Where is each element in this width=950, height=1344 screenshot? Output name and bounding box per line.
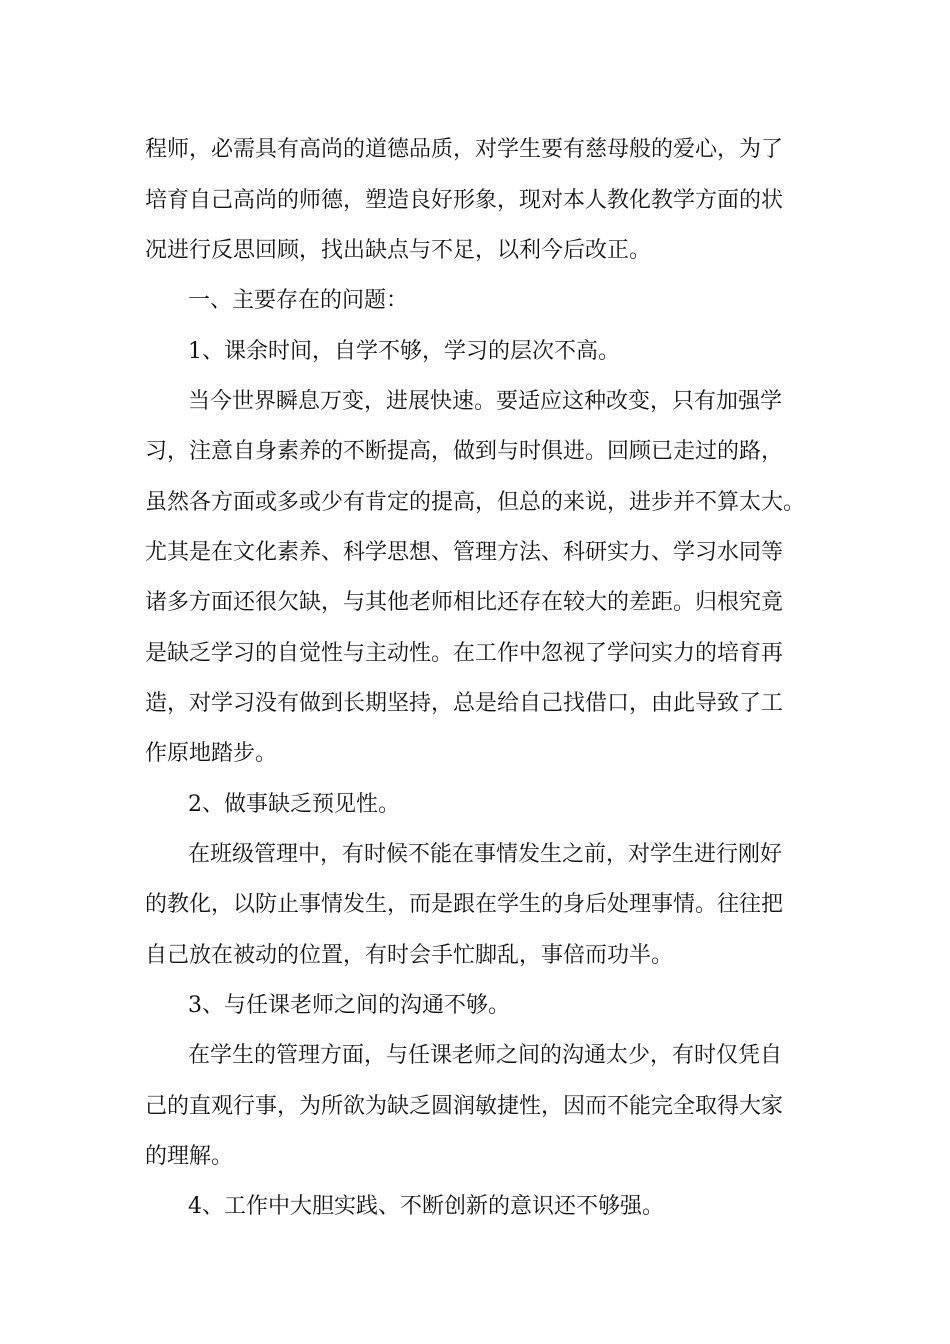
subsection-heading: 3、与任课老师之间的沟通不够。 bbox=[188, 993, 510, 1018]
text-line: 诸多方面还很欠缺，与其他老师相比还存在较大的差距。归根究竟 bbox=[145, 590, 784, 615]
text-line: 在班级管理中，有时候不能在事情发生之前，对学生进行刚好 bbox=[188, 842, 783, 867]
subsection-heading: 2、做事缺乏预见性。 bbox=[188, 792, 400, 817]
text-line: 虽然各方面或多或少有肯定的提高，但总的来说，进步并不算太大。 bbox=[145, 490, 806, 515]
text-line: 的教化，以防止事情发生，而是跟在学生的身后处理事情。往往把 bbox=[145, 892, 784, 917]
text-line: 当今世界瞬息万变，进展快速。要适应这种改变，只有加强学 bbox=[188, 389, 783, 414]
text-line: 习，注意自身素养的不断提高，做到与时俱进。回顾已走过的路， bbox=[145, 439, 784, 464]
text-line: 己的直观行事，为所欲为缺乏圆润敏捷性，因而不能完全取得大家 bbox=[145, 1094, 784, 1119]
subsection-heading: 1、课余时间，自学不够，学习的层次不高。 bbox=[188, 339, 620, 364]
text-line: 作原地踏步。 bbox=[145, 741, 278, 766]
text-line: 是缺乏学习的自觉性与主动性。在工作中忽视了学问实力的培育再 bbox=[145, 641, 784, 666]
subsection-heading: 4、工作中大胆实践、不断创新的意识还不够强。 bbox=[188, 1194, 664, 1219]
text-line: 自己放在被动的位置，有时会手忙脚乱，事倍而功半。 bbox=[145, 943, 674, 968]
text-line: 尤其是在文化素养、科学思想、管理方法、科研实力、学习水同等 bbox=[145, 540, 784, 565]
text-line: 的理解。 bbox=[145, 1144, 234, 1169]
text-line: 况进行反思回顾，找出缺点与不足，以利今后改正。 bbox=[145, 238, 652, 263]
section-heading: 一、主要存在的问题： bbox=[188, 288, 409, 313]
text-line: 在学生的管理方面，与任课老师之间的沟通太少，有时仅凭自 bbox=[188, 1043, 783, 1068]
text-line: 程师，必需具有高尚的道德品质，对学生要有慈母般的爱心，为了 bbox=[145, 137, 784, 162]
text-line: 培育自己高尚的师德，塑造良好形象，现对本人教化教学方面的状 bbox=[145, 188, 784, 213]
text-line: 造，对学习没有做到长期坚持，总是给自己找借口，由此导致了工 bbox=[145, 691, 784, 716]
